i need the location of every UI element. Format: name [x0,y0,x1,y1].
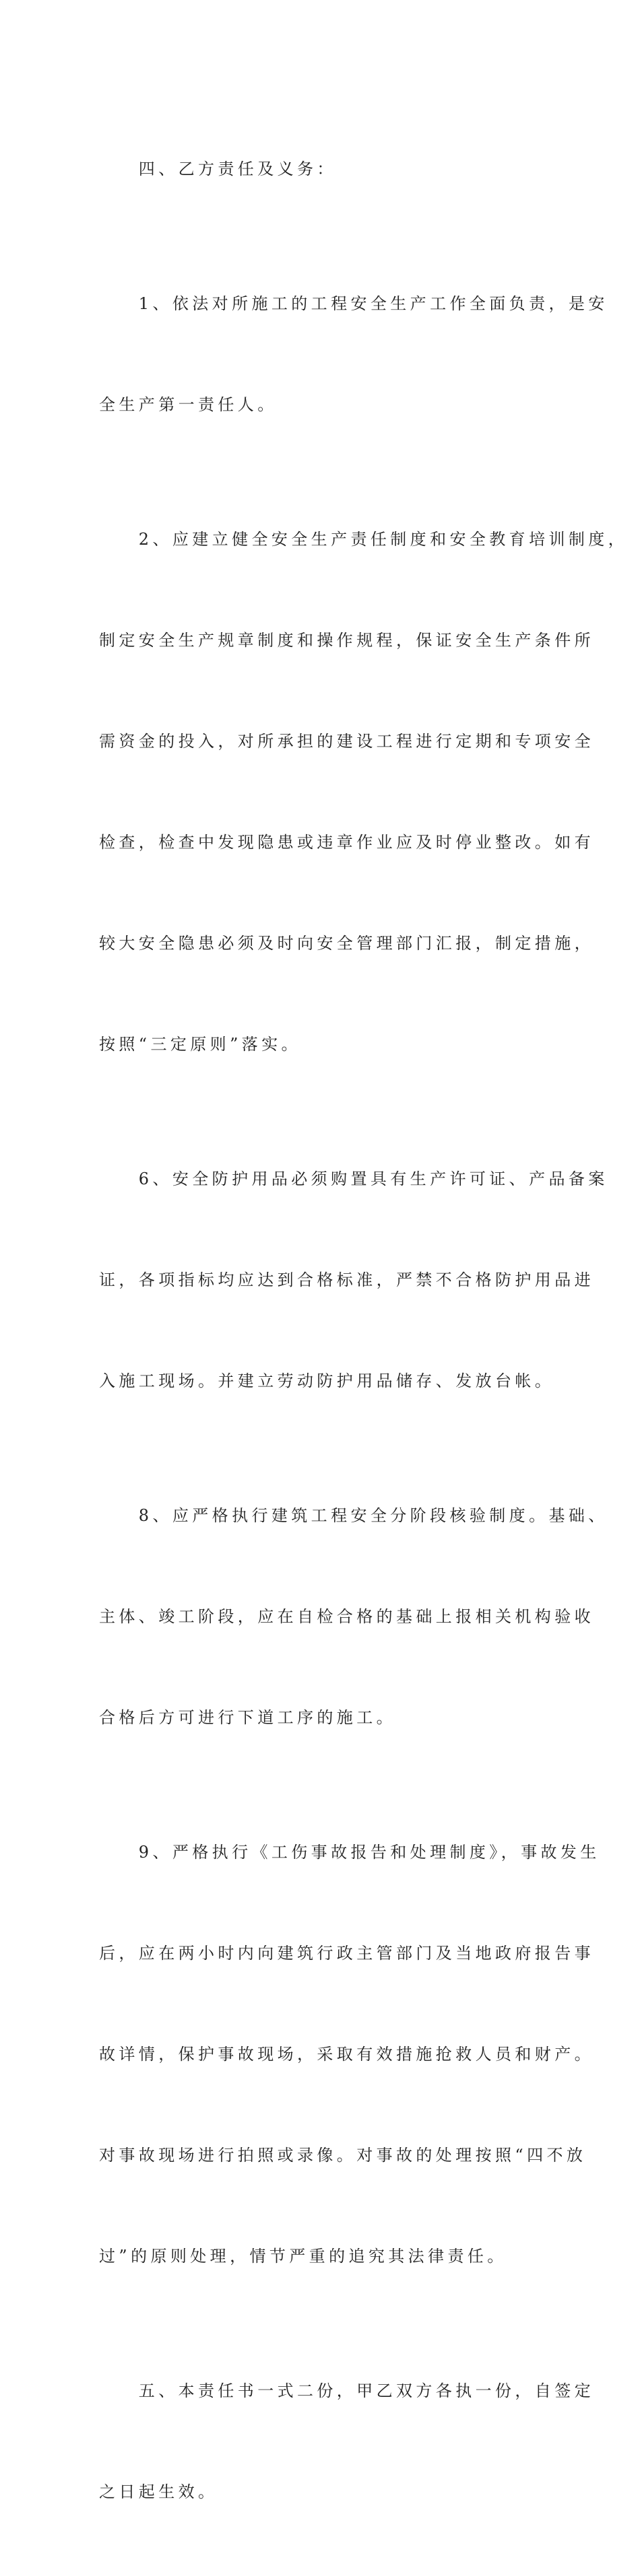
paragraph-line: 之日起生效。 [99,2482,218,2501]
paragraph-line: 主体、竣工阶段，应在自检合格的基础上报相关机构验收 [99,1607,594,1626]
paragraph-line: 后，应在两小时内向建筑行政主管部门及当地政府报告事 [99,1944,594,1963]
paragraph-line: 需资金的投入，对所承担的建设工程进行定期和专项安全 [99,732,594,751]
heading-section-four: 四、乙方责任及义务： [99,160,337,178]
paragraph-line: 8、应严格执行建筑工程安全分阶段核验制度。基础、 [99,1506,608,1525]
paragraph-line: 2、应建立健全安全生产责任制度和安全教育培训制度， [99,530,629,549]
paragraph-line: 9、严格执行《工伤事故报告和处理制度》，事故发生 [99,1843,600,1862]
paragraph-line: 较大安全隐患必须及时向安全管理部门汇报，制定措施， [99,934,594,953]
paragraph-line: 1、依法对所施工的工程安全生产工作全面负责，是安 [99,294,608,313]
paragraph-line: 对事故现场进行拍照或录像。对事故的处理按照“四不放 [99,2146,587,2165]
paragraph-line: 入施工现场。并建立劳动防护用品储存、发放台帐。 [99,1371,555,1390]
paragraph-line: 过”的原则处理，情节严重的追究其法律责任。 [99,2247,507,2266]
paragraph-line: 证，各项指标均应达到合格标准，严禁不合格防护用品进 [99,1270,594,1289]
paragraph-line: 全生产第一责任人。 [99,395,278,414]
paragraph-line: 6、安全防护用品必须购置具有生产许可证、产品备案 [99,1170,608,1188]
paragraph-line: 合格后方可进行下道工序的施工。 [99,1708,396,1727]
paragraph-line: 制定安全生产规章制度和操作规程，保证安全生产条件所 [99,631,594,650]
paragraph-line: 五、本责任书一式二份，甲乙双方各执一份，自签定 [99,2381,594,2400]
paragraph-line: 按照“三定原则”落实。 [99,1035,301,1054]
paragraph-line: 检查，检查中发现隐患或违章作业应及时停业整改。如有 [99,833,594,852]
paragraph-line: 故详情，保护事故现场，采取有效措施抢救人员和财产。 [99,2045,594,2064]
document-body [99,85,629,2576]
